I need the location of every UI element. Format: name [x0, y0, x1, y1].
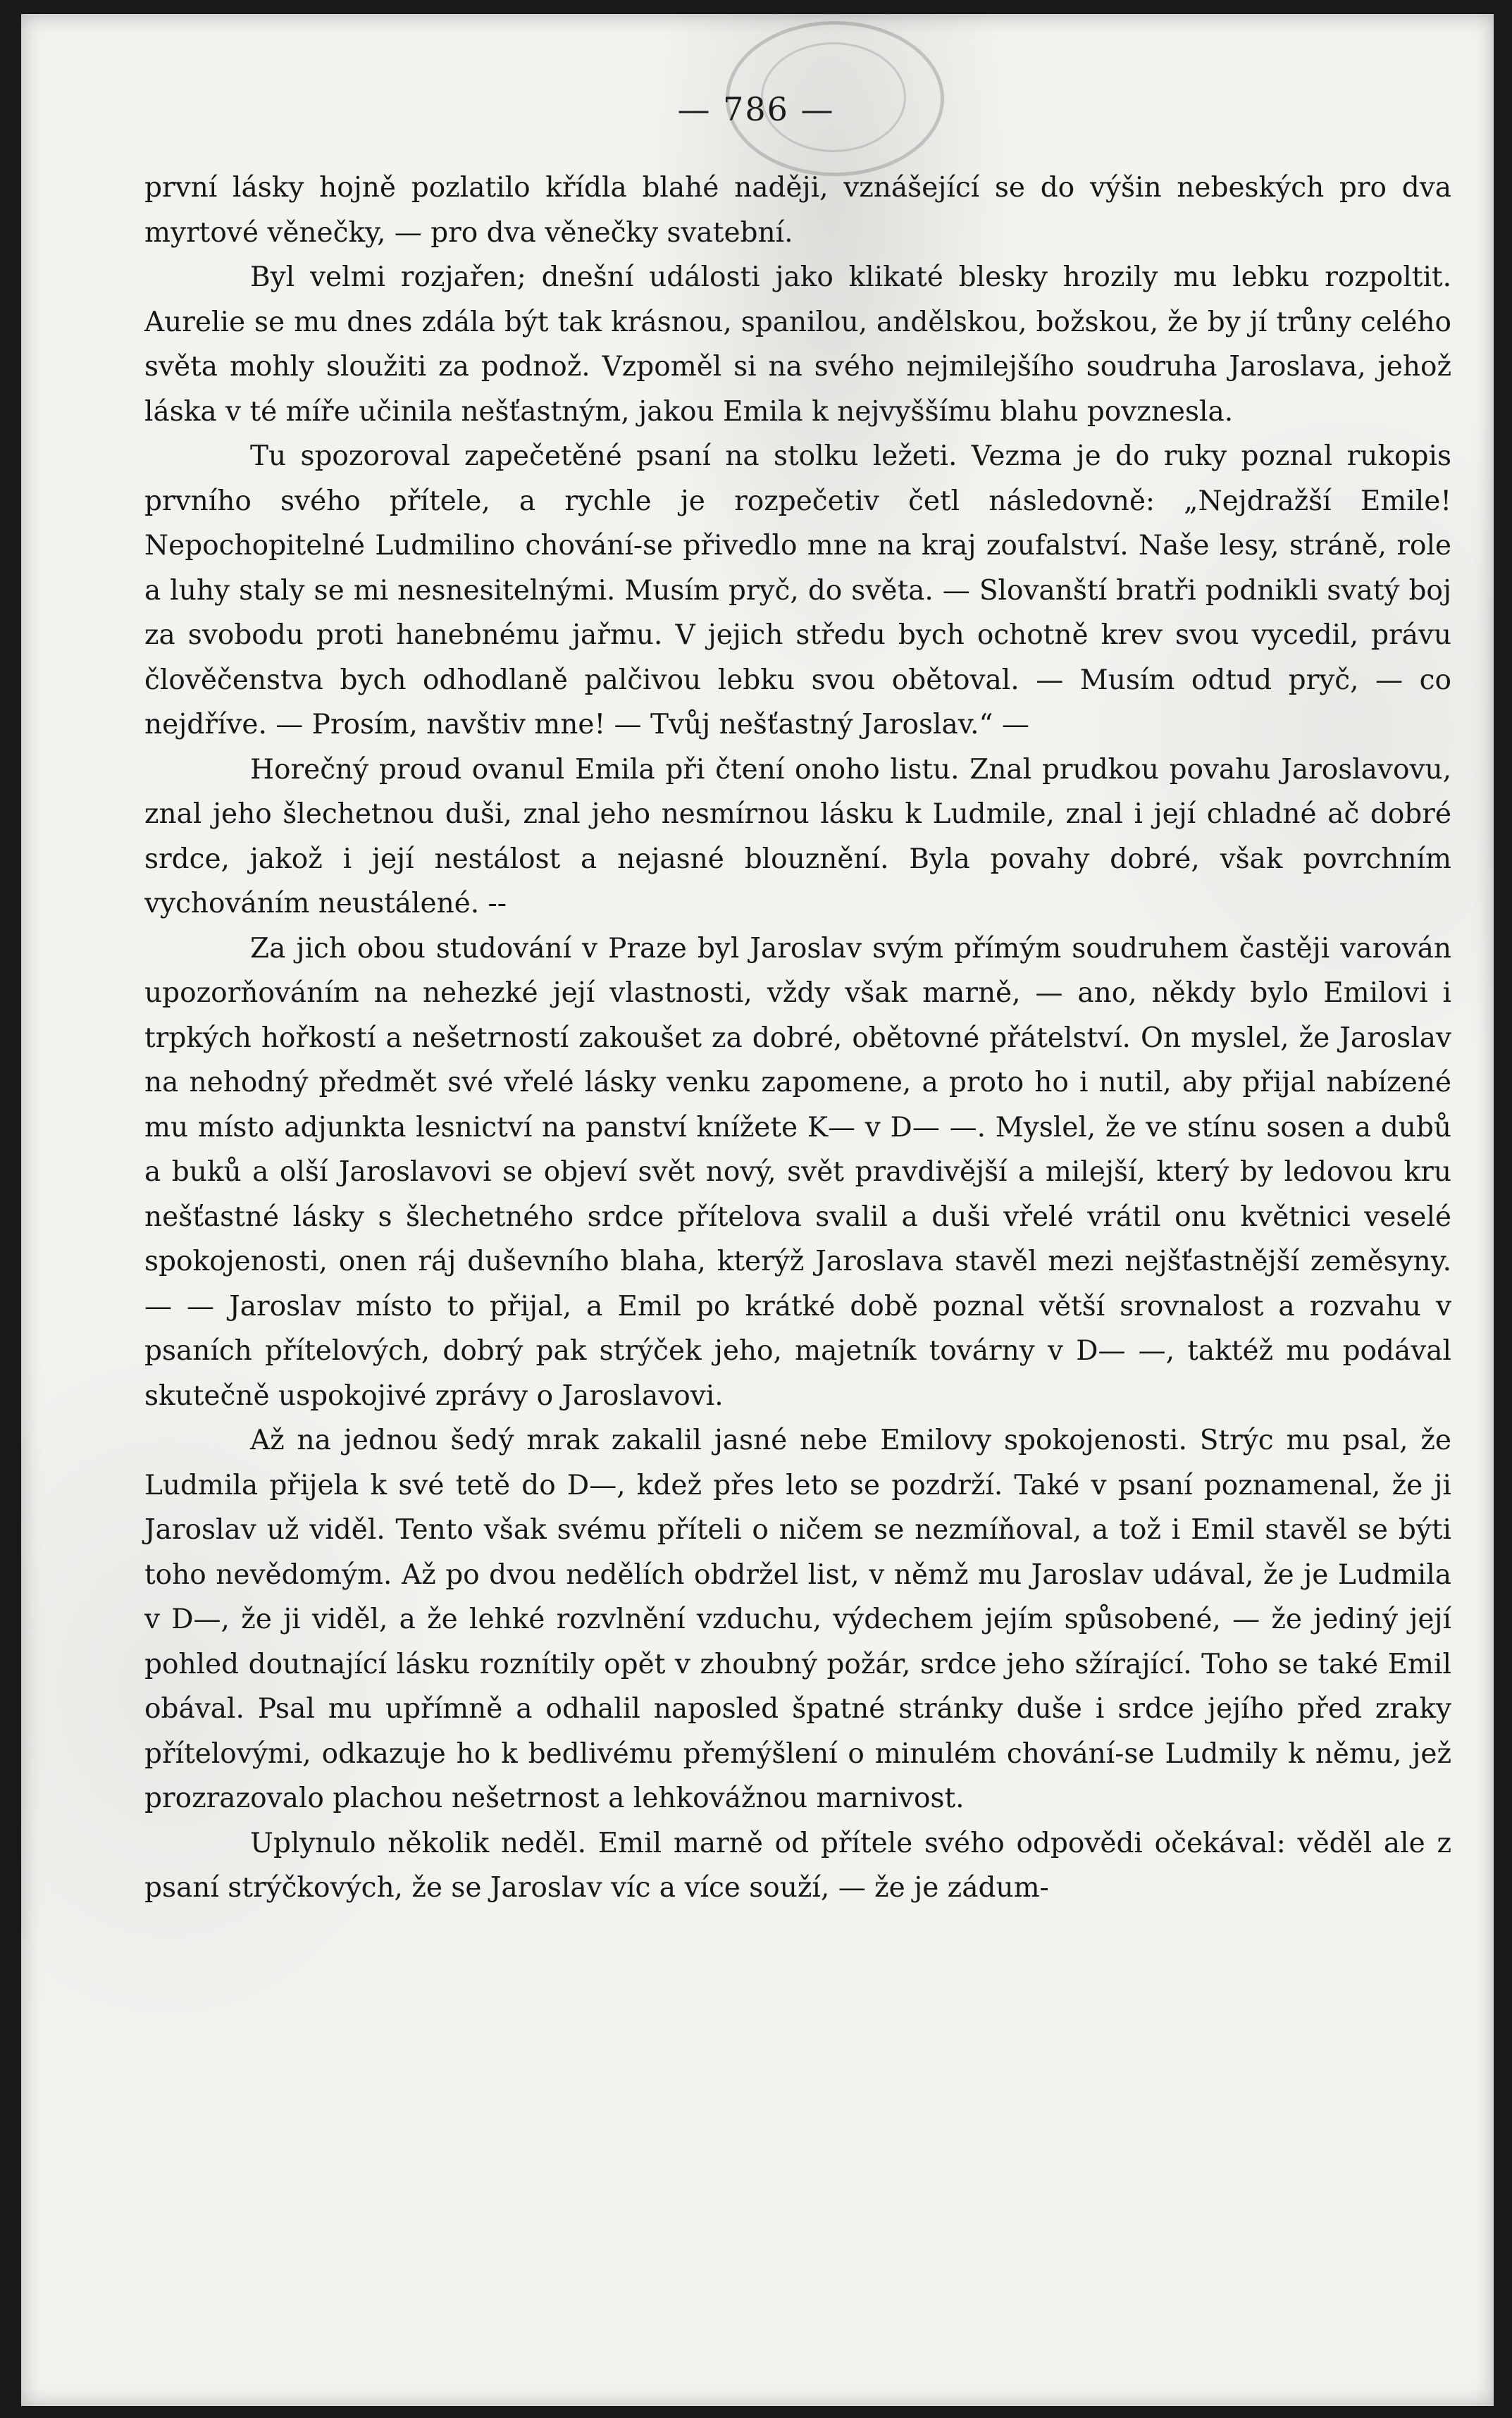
- paragraph: první lásky hojně pozlatilo křídla blahé naději, vznášející se do výšin nebeských pro dva myrtové věnečky, — pro dva věnečky svatební.: [144, 172, 1451, 249]
- paragraph: Byl velmi rozjařen; dnešní události jako klikaté blesky hrozily mu lebku rozpoltit. Aurelie se mu dnes zdála být tak krásnou, spanilou, andělskou, božskou, že by jí trůny celého světa mohly sloužiti za podnož. Vzpoměl si na svého nejmilejšího soudruha Jaroslava, jehož láska v té míře učinila nešťastným, jakou Emila k nejvyššímu blahu povznesla.: [144, 261, 1451, 428]
- body-text: [144, 166, 1451, 1911]
- paragraph: Za jich obou studování v Praze byl Jaroslav svým přímým soudruhem častěji varován upozorňováním na nehezké její vlastnosti, vždy však marně, — ano, někdy bylo Emilovi i trpkých hořkostí a nešetrností zakoušet za dobré, obětovné přátelství. On myslel, že Jaroslav na nehodný předmět své vřelé lásky venku zapomene, a proto ho i nutil, aby přijal nabízené mu místo adjunkta lesnictví na panství knížete K— v D— —. Myslel, že ve stínu sosen a dubů a buků a olší Jaroslavovi se objeví svět nový, svět pravdivější a milejší, který by ledovou kru nešťastné lásky s šlechetného srdce přítelova svalil a duši vřelé vrátil onu květnici veselé spokojenosti, onen ráj duševního blaha, kterýž Jaroslava stavěl mezi nejšťastnější zeměsyny. — — Jaroslav místo to přijal, a Emil po krátké době poznal větší srovnalost a rozvahu v psaních přítelových, dobrý pak strýček jeho, majetník továrny v D— —, taktéž mu podával skutečně uspokojivé zprávy o Jaroslavovi.: [144, 932, 1451, 1412]
- page-number: — 786 —: [677, 90, 835, 128]
- paragraph: Horečný proud ovanul Emila při čtení onoho listu. Znal prudkou povahu Jaroslavovu, znal jeho šlechetnou duši, znal jeho nesmírnou lásku k Ludmile, znal i její chladné ač dobré srdce, jakož i její nestálost a nejasné blouznění. Byla povahy dobré, však povrchním vychováním neustálené. --: [144, 753, 1451, 919]
- paragraph: Tu spozoroval zapečetěné psaní na stolku ležeti. Vezma je do ruky poznal rukopis prvního svého přítele, a rychle je rozpečetiv četl následovně: „Nejdražší Emile! Nepochopitelné Ludmilino chování-se přivedlo mne na kraj zoufalství. Naše lesy, stráně, role a luhy staly se mi nesnesitelnými. Musím pryč, do světa. — Slovanští bratři podnikli svatý boj za svobodu proti hanebnému jařmu. V jejich středu bych ochotně krev svou vycedil, právu člověčenstva bych odhodlaně palčivou lebku svou obětoval. — Musím odtud pryč, — co nejdříve. — Prosím, navštiv mne! — Tvůj nešťastný Jaroslav.“ —: [144, 440, 1451, 740]
- paragraph: Uplynulo několik neděl. Emil marně od přítele svého odpovědi očekával: věděl ale z psaní strýčkových, že se Jaroslav víc a více souží, — že je zádum-: [144, 1827, 1451, 1904]
- paragraph: Až na jednou šedý mrak zakalil jasné nebe Emilovy spokojenosti. Strýc mu psal, že Ludmila přijela k své tetě do D—, kdež přes leto se pozdrží. Také v psaní poznamenal, že ji Jaroslav už viděl. Tento však svému příteli o ničem se nezmíňoval, a tož i Emil stavěl se býti toho nevědomým. Až po dvou nedělích obdržel list, v němž mu Jaroslav udával, že je Ludmila v D—, že ji viděl, a že lehké rozvlnění vzduchu, výdechem jejím spůsobené, — že jediný její pohled doutnající lásku roznítily opět v zhoubný požár, srdce jeho sžírající. Toho se také Emil obával. Psal mu upřímně a odhalil naposled špatné stránky duše i srdce jejího před zraky přítelovými, odkazuje ho k bedlivému přemýšlení o minulém chování-se Ludmily k němu, jež prozrazovalo plachou nešetrnost a lehkovážnou marnivost.: [144, 1425, 1451, 1814]
